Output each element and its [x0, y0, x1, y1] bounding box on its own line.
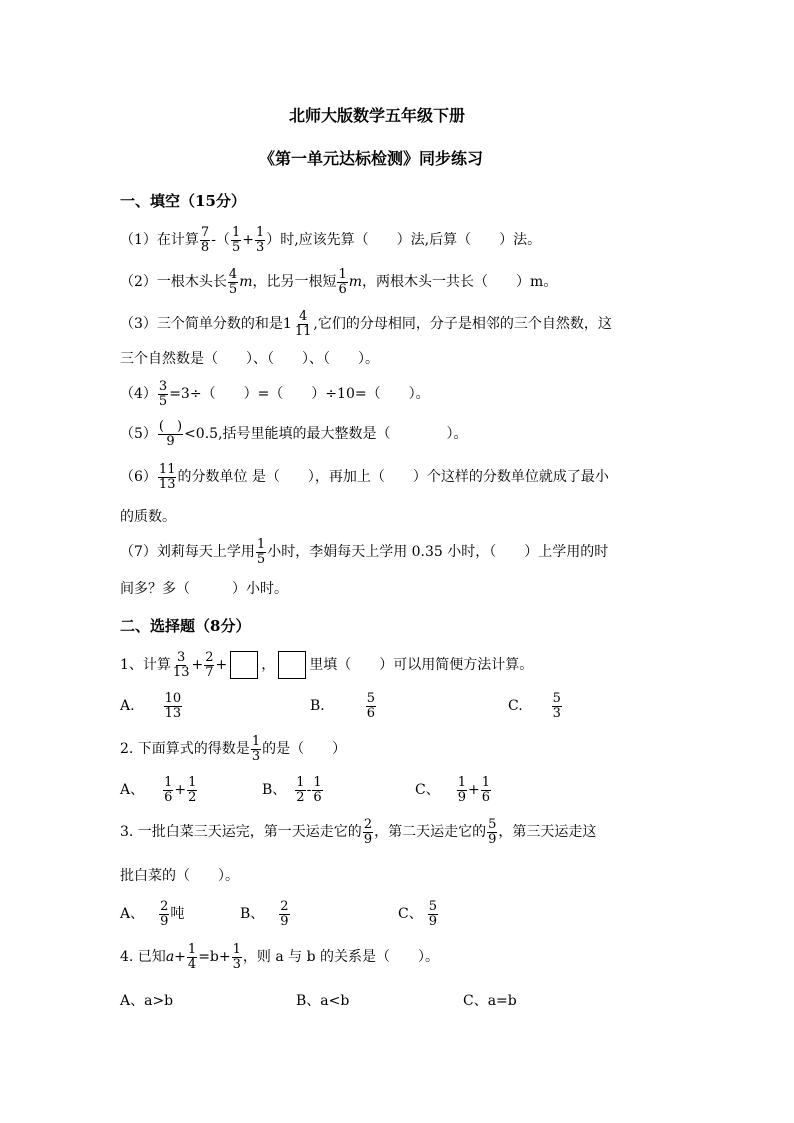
numerator: 1: [481, 775, 491, 790]
option-a[interactable]: [120, 692, 183, 720]
fill-q7-line2: 间多？多（ ）小时。: [120, 581, 288, 597]
denominator: 13: [172, 664, 190, 680]
fill-q5: [120, 420, 468, 448]
denominator: 9: [166, 433, 175, 449]
page-subtitle: 《第一单元达标检测》同步练习: [259, 149, 484, 168]
fraction: [159, 900, 169, 928]
fill-q6: [120, 463, 609, 491]
numerator: 1: [188, 775, 197, 790]
option-label: C、: [398, 906, 423, 923]
numerator: 3: [177, 650, 186, 665]
denominator: 6: [481, 789, 491, 805]
fraction: [231, 226, 241, 254]
page-title: 北师大版数学五年级下册: [289, 106, 466, 125]
numerator: 5: [428, 899, 437, 914]
numerator: 5: [488, 817, 497, 832]
fill-q7: [120, 538, 608, 566]
fraction: [255, 226, 265, 254]
option-b[interactable]: [240, 900, 291, 928]
fraction: [164, 692, 183, 720]
denominator: 5: [158, 393, 168, 409]
numerator: 4: [228, 267, 238, 282]
option-c[interactable]: C、a=b: [463, 993, 517, 1009]
denominator: 3: [251, 748, 261, 764]
variable: a: [165, 949, 175, 966]
text: ，第二天运走它的: [374, 824, 487, 841]
denominator: 3: [232, 956, 241, 972]
option-label: B.: [310, 698, 325, 715]
fraction: [251, 735, 261, 763]
fill-q3-line2: 三个自然数是（ ）、（ ）、（ ）。: [120, 351, 379, 367]
fill-q4: [120, 380, 430, 408]
unit: m: [239, 274, 253, 291]
denominator: 13: [164, 705, 182, 721]
text: ，两根木头一共长（ ）m。: [362, 274, 558, 291]
fraction: [228, 268, 238, 296]
option-b[interactable]: B、a<b: [296, 993, 350, 1009]
denominator: 5: [228, 281, 238, 297]
fraction: [279, 900, 289, 928]
operator: +: [468, 782, 480, 799]
option-c[interactable]: [398, 900, 439, 928]
answer-box[interactable]: [278, 651, 306, 679]
fraction: [487, 818, 497, 846]
denominator: 6: [366, 705, 376, 721]
numerator: 1: [187, 942, 197, 957]
option-label: C、: [415, 782, 440, 799]
option-a[interactable]: [120, 900, 184, 928]
option-label: C.: [508, 698, 523, 715]
numerator: 1: [256, 537, 266, 552]
option-a[interactable]: A、a>b: [120, 993, 174, 1009]
choice-q2: [120, 735, 346, 763]
option-b[interactable]: [310, 692, 377, 720]
denominator: 9: [280, 913, 289, 929]
fill-q3: [120, 310, 612, 338]
fill-q2: [120, 268, 557, 296]
text: 2. 下面算式的得数是: [120, 741, 250, 758]
text: （1）在计算: [120, 232, 199, 249]
text: 小时，李娟每天上学用 0.35 小时，（ ）上学用的时: [267, 544, 609, 561]
text: （5）: [120, 426, 157, 443]
choice-q1: [120, 651, 533, 679]
text: （2）一根木头长: [120, 274, 227, 291]
text: 3. 一批白菜三天运完，第一天运走它的: [120, 824, 362, 841]
denominator: 3: [255, 239, 265, 255]
fraction: [366, 692, 376, 720]
text: ,它们的分母相同，分子是相邻的三个自然数，这: [313, 316, 612, 333]
fraction: [232, 943, 242, 971]
whole: 1: [282, 316, 292, 333]
unit: 吨: [170, 906, 185, 923]
denominator: 6: [338, 281, 347, 297]
numerator: 1: [296, 775, 305, 790]
numerator: 2: [160, 899, 169, 914]
fraction: [158, 463, 177, 491]
text: （3）三个简单分数的和是: [120, 316, 283, 333]
numerator: 1: [457, 775, 466, 790]
denominator: 5: [256, 551, 266, 567]
option-label: A、: [120, 906, 145, 923]
fill-q1: [120, 226, 541, 254]
denominator: 6: [313, 789, 322, 805]
numerator: 2: [205, 650, 214, 665]
text: <0.5,括号里能填的最大整数是（ ）。: [184, 426, 468, 443]
numerator: 5: [552, 691, 561, 706]
denominator: 9: [457, 789, 466, 805]
choice-q3-line2: 批白菜的（ ）。: [120, 868, 239, 884]
fraction: [163, 776, 173, 804]
option-label: B、: [262, 782, 287, 799]
fraction: [294, 310, 313, 338]
numerator: ( ): [158, 419, 183, 434]
fraction: [481, 776, 491, 804]
operator: +: [191, 657, 204, 674]
text: ，比另一根短: [252, 274, 337, 291]
numerator: 3: [158, 379, 168, 394]
denominator: 7: [205, 664, 214, 680]
fill-q6-line2: 的质数。: [120, 509, 176, 525]
option-c[interactable]: [508, 692, 563, 720]
numerator: 4: [298, 309, 308, 324]
option-label: A、: [120, 782, 145, 799]
answer-box[interactable]: [230, 651, 258, 679]
choice-q4: [120, 943, 439, 971]
denominator: 8: [200, 239, 210, 255]
fraction: [457, 776, 467, 804]
text: -（: [211, 232, 230, 249]
numerator: 11: [158, 462, 176, 477]
numerator: 7: [200, 225, 210, 240]
mixed-number: [283, 310, 313, 338]
fraction: [295, 776, 305, 804]
text: ，第三天运走这: [498, 824, 597, 841]
unit: m: [348, 274, 363, 291]
option-c[interactable]: [415, 776, 492, 804]
text: 1、计算: [120, 657, 171, 674]
option-label: A.: [120, 698, 135, 715]
numerator: 1: [338, 267, 347, 282]
fraction: [337, 268, 347, 296]
text: （6）: [120, 469, 157, 486]
text: ，: [261, 657, 276, 674]
operator: +: [174, 782, 187, 799]
denominator: 13: [158, 476, 176, 492]
denominator: 9: [488, 831, 497, 847]
numerator: 10: [164, 691, 182, 706]
text: 里填（ ）可以用简便方法计算。: [309, 657, 534, 674]
choice-q3: [120, 818, 596, 846]
fraction: [428, 900, 438, 928]
fraction: [172, 651, 191, 679]
fraction: [363, 818, 373, 846]
numerator: 1: [313, 775, 322, 790]
denominator: 11: [294, 323, 312, 339]
fraction: [187, 943, 197, 971]
denominator: 9: [363, 831, 373, 847]
numerator: 1: [251, 734, 261, 749]
fraction: [256, 538, 266, 566]
fraction: [312, 776, 322, 804]
text: 的是（ ）: [262, 741, 347, 758]
fraction: [158, 380, 168, 408]
denominator: 4: [187, 956, 197, 972]
numerator: 1: [255, 225, 265, 240]
numerator: 5: [366, 691, 376, 706]
section1-heading: 一、填空（15分）: [120, 192, 246, 210]
numerator: 2: [280, 899, 289, 914]
numerator: 1: [164, 775, 173, 790]
text: （4）: [120, 386, 157, 403]
option-b[interactable]: [262, 776, 324, 804]
text: ，则 a 与 b 的关系是（ ）。: [242, 949, 440, 966]
fraction: [187, 776, 197, 804]
denominator: 6: [164, 789, 173, 805]
fraction: [158, 420, 183, 448]
denominator: 2: [296, 789, 305, 805]
denominator: 9: [160, 913, 169, 929]
option-a[interactable]: [120, 776, 198, 804]
numerator: 2: [363, 817, 373, 832]
text: 的分数单位 是（ ），再加上（ ）个这样的分数单位就成了最小: [177, 469, 609, 486]
section2-heading: 二、选择题（8分）: [120, 617, 251, 635]
numerator: 1: [231, 225, 241, 240]
denominator: 2: [188, 789, 197, 805]
operator: -: [306, 782, 312, 799]
denominator: 3: [552, 705, 561, 721]
numerator: 1: [232, 942, 241, 957]
text: =b+: [198, 949, 231, 966]
operator: +: [215, 657, 228, 674]
operator: +: [174, 949, 186, 966]
text: （7）刘莉每天上学用: [120, 544, 255, 561]
fraction: [552, 692, 562, 720]
fraction: [204, 651, 214, 679]
text: =3÷（ ）=（ ）÷10=（ ）。: [169, 386, 430, 403]
denominator: 5: [231, 239, 241, 255]
option-label: B、: [240, 906, 265, 923]
fraction: [200, 226, 210, 254]
operator: +: [242, 232, 254, 249]
denominator: 9: [428, 913, 437, 929]
text: 4. 已知: [120, 949, 166, 966]
text: ）时,应该先算（ ）法,后算（ ）法。: [266, 232, 542, 249]
